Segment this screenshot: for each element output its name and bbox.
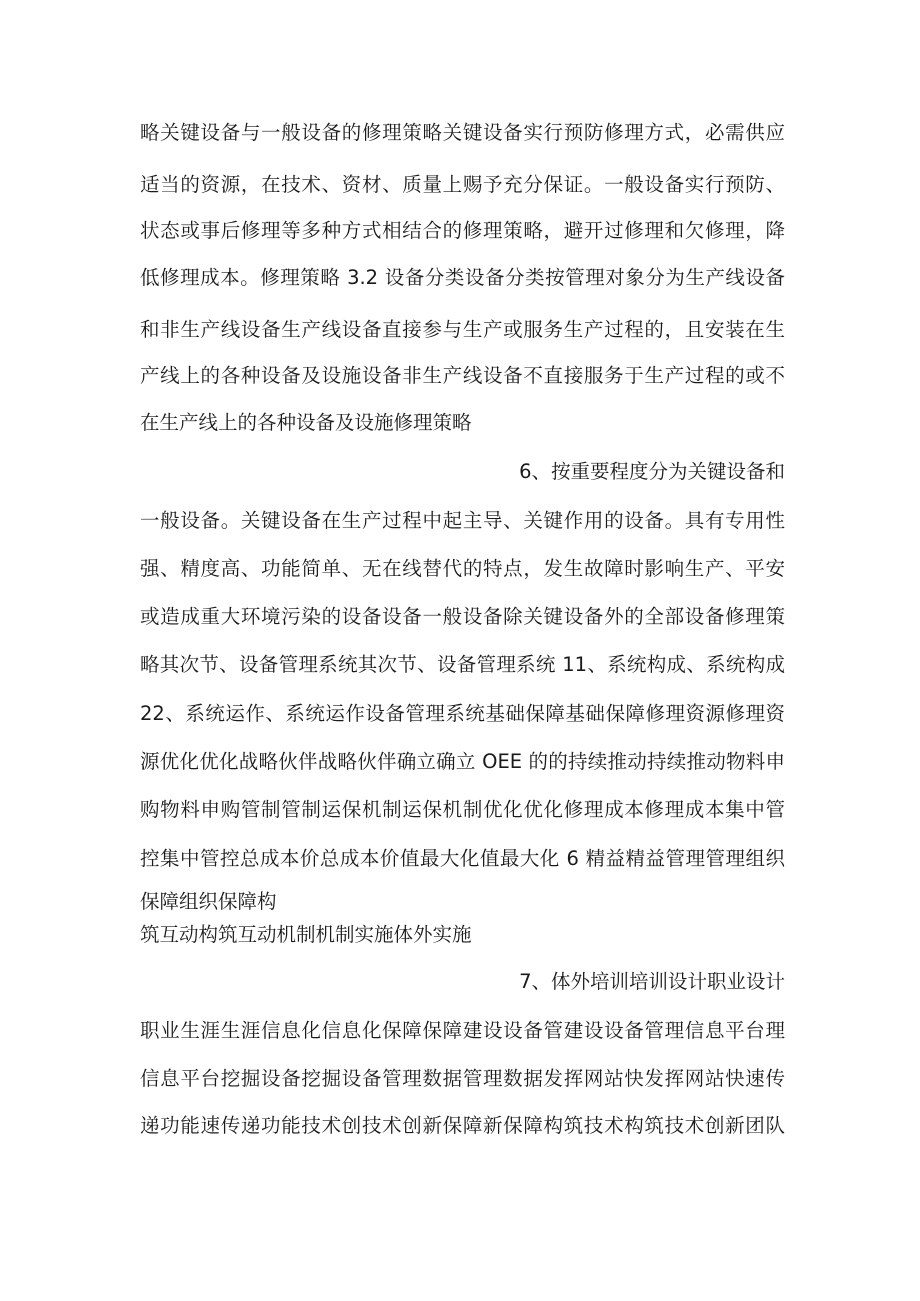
paragraph-line: 略其次节、设备管理系统其次节、设备管理系统 11、系统构成、系统构成 xyxy=(140,653,785,676)
paragraph-line: 职业生涯生涯信息化信息化保障保障建设设备管建设设备管理信息平台理 xyxy=(140,1019,785,1042)
paragraph-line: 和非生产线设备生产线设备直接参与生产或服务生产过程的，且安装在生 xyxy=(140,318,785,341)
paragraph-line: 在生产线上的各种设备及设施修理策略 xyxy=(140,411,472,434)
paragraph-line: 保障组织保障构 xyxy=(140,890,277,913)
paragraph-line: 源优化优化战略伙伴战略伙伴确立确立 OEE 的的持续推动持续推动物料申 xyxy=(140,750,785,773)
paragraph-line: 低修理成本。修理策略 3.2 设备分类设备分类按管理对象分为生产线设备 xyxy=(140,266,785,289)
paragraph-line: 状态或事后修理等多种方式相结合的修理策略，避开过修理和欠修理，降 xyxy=(140,219,785,242)
paragraph-line: 略关键设备与一般设备的修理策略关键设备实行预防修理方式，必需供应 xyxy=(140,121,785,144)
paragraph-line: 适当的资源，在技术、资材、质量上赐予充分保证。一般设备实行预防、 xyxy=(140,173,785,196)
paragraph-line: 信息平台挖掘设备挖掘设备管理数据管理数据发挥网站快发挥网站快速传 xyxy=(140,1067,785,1090)
section-heading: 6、按重要程度分为关键设备和 xyxy=(519,460,785,483)
paragraph-line: 产线上的各种设备及设施设备非生产线设备不直接服务于生产过程的或不 xyxy=(140,364,785,387)
paragraph-line: 筑互动构筑互动机制机制实施体外实施 xyxy=(140,923,472,946)
paragraph-line: 递功能速传递功能技术创技术创新保障新保障构筑技术构筑技术创新团队 xyxy=(140,1114,785,1137)
section-heading: 7、体外培训培训设计职业设计 xyxy=(519,970,785,993)
paragraph-line: 强、精度高、功能简单、无在线替代的特点，发生故障时影响生产、平安 xyxy=(140,557,785,580)
paragraph-line: 购物料申购管制管制运保机制运保机制优化优化修理成本修理成本集中管 xyxy=(140,798,785,821)
paragraph-line: 一般设备。关键设备在生产过程中起主导、关键作用的设备。具有专用性 xyxy=(140,509,785,532)
paragraph-line: 控集中管控总成本价总成本价值最大化值最大化 6 精益精益管理管理组织 xyxy=(140,847,785,870)
paragraph-line: 22、系统运作、系统运作设备管理系统基础保障基础保障修理资源修理资 xyxy=(140,702,785,725)
paragraph-line: 或造成重大环境污染的设备设备一般设备除关键设备外的全部设备修理策 xyxy=(140,605,785,628)
